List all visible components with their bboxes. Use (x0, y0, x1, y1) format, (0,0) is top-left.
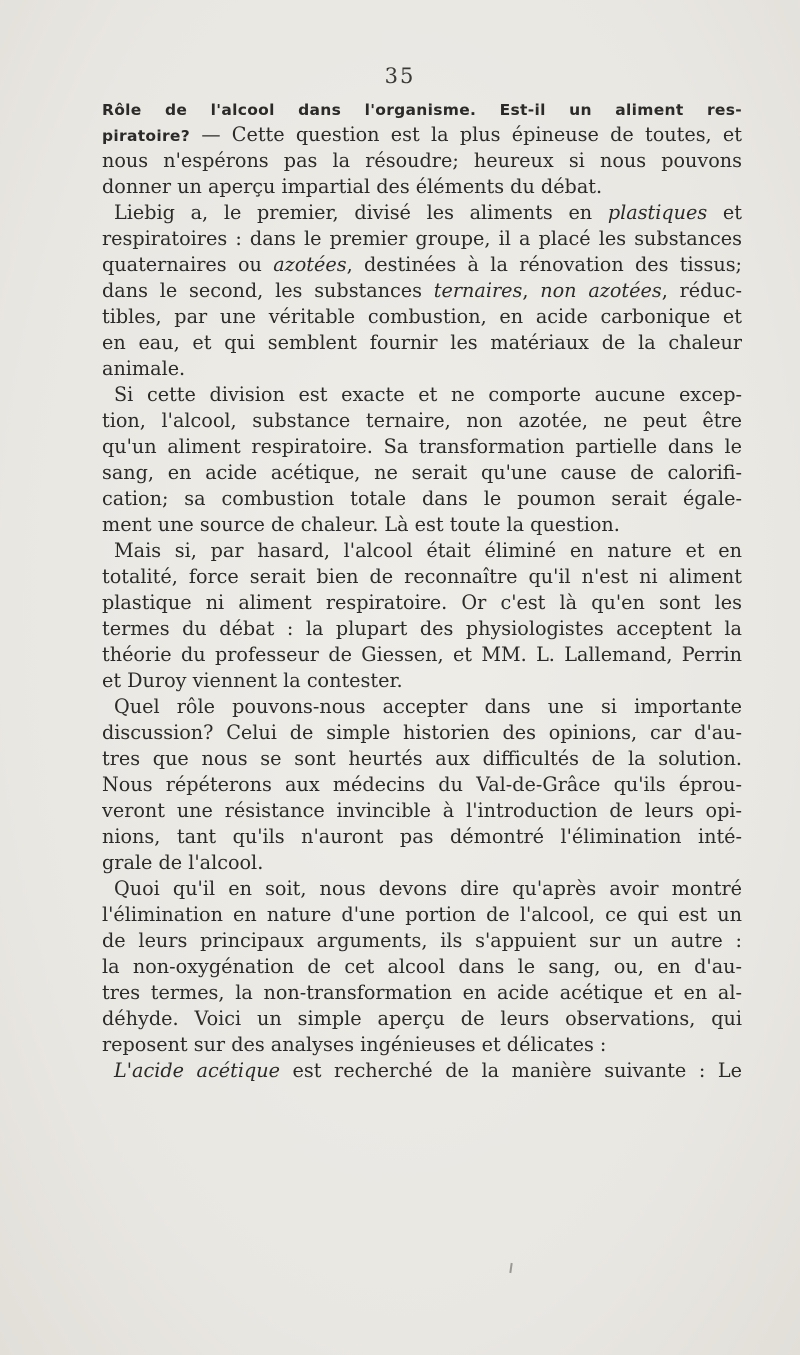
text-fragment: quaternaires ou (102, 253, 274, 276)
text-line: tres termes, la non-transformation en acide acétique et en al- (102, 981, 742, 1004)
text-line: tion, l'alcool, substance ternaire, non azotée, ne peut être (102, 409, 742, 432)
text-line: qu'un aliment respiratoire. Sa transformation partielle dans le (102, 435, 742, 458)
text-line (102, 278, 742, 304)
text-fragment: , (522, 279, 541, 302)
text-line: tres que nous se sont heurtés aux difficultés de la solution. (102, 747, 742, 770)
text-body (102, 96, 742, 1084)
text-line: tibles, par une véritable combustion, en acide carbonique et (102, 305, 742, 328)
text-line: animale. (102, 357, 186, 380)
section-heading: Rôle de l'alcool dans l'organisme. Est-il un aliment res- (102, 101, 742, 119)
text-line: ment une source de chaleur. Là est toute la question. (102, 513, 620, 536)
text-line: Nous répéterons aux médecins du Val-de-Grâce qu'ils éprou- (102, 773, 742, 796)
text-line: l'élimination en nature d'une portion de l'alcool, ce qui est un (102, 903, 742, 926)
text-fragment: , réduc- (661, 279, 742, 302)
text-line: totalité, force serait bien de reconnaître qu'il n'est ni aliment (102, 565, 742, 588)
text-line: donner un aperçu impartial des éléments du débat. (102, 175, 603, 198)
text-line: discussion? Celui de simple historien des opinions, car d'au- (102, 721, 742, 744)
text-fragment: est recherché de la manière suivante : Le (279, 1059, 742, 1082)
text-line: nous n'espérons pas la résoudre; heureux si nous pouvons (102, 149, 742, 172)
text-line (102, 200, 742, 226)
text-line (102, 252, 742, 278)
text-line: Quoi qu'il en soit, nous devons dire qu'après avoir montré (114, 877, 742, 900)
italic-term: L'acide acétique (114, 1059, 280, 1082)
text-line: Si cette division est exacte et ne comporte aucune excep- (114, 383, 742, 406)
heading-line (102, 96, 742, 122)
text-fragment: Liebig a, le premier, divisé les aliments en (114, 201, 608, 224)
page-number: 35 (384, 64, 416, 88)
text-line: reposent sur des analyses ingénieuses et délicates : (102, 1033, 607, 1056)
text-line: théorie du professeur de Giessen, et MM. L. Lallemand, Perrin (102, 643, 742, 666)
text-line: plastique ni aliment respiratoire. Or c'est là qu'en sont les (102, 591, 742, 614)
text-line: en eau, et qui semblent fournir les matériaux de la chaleur (102, 331, 742, 354)
text-line: la non-oxygénation de cet alcool dans le sang, ou, en d'au- (102, 955, 742, 978)
text-line (102, 122, 742, 148)
text-line: cation; sa combustion totale dans le poumon serait égale- (102, 487, 742, 510)
italic-term: ternaires (433, 279, 523, 302)
text-line: déhyde. Voici un simple aperçu de leurs observations, qui (102, 1007, 742, 1030)
text-line: sang, en acide acétique, ne serait qu'une cause de calorifi- (102, 461, 742, 484)
text-fragment: dans le second, les substances (102, 279, 434, 302)
text-line: de leurs principaux arguments, ils s'appuient sur un autre : (102, 929, 742, 952)
text-line: et Duroy viennent la contester. (102, 669, 403, 692)
text-line: respiratoires : dans le premier groupe, il a placé les substances (102, 227, 742, 250)
italic-term: non azotées (540, 279, 662, 302)
text-fragment: , destinées à la rénovation des tissus; (346, 253, 742, 276)
text-fragment: — Cette question est la plus épineuse de toutes, et (190, 123, 742, 146)
text-line: Mais si, par hasard, l'alcool était éliminé en nature et en (114, 539, 742, 562)
text-line: termes du débat : la plupart des physiologistes acceptent la (102, 617, 742, 640)
text-line: veront une résistance invincible à l'introduction de leurs opi- (102, 799, 742, 822)
text-line: grale de l'alcool. (102, 851, 264, 874)
section-heading-cont: piratoire? (102, 127, 191, 145)
text-line (102, 1058, 742, 1084)
text-line: nions, tant qu'ils n'auront pas démontré l'élimination inté- (102, 825, 742, 848)
italic-term: azotées (273, 253, 347, 276)
italic-term: plastiques (607, 201, 708, 224)
text-fragment: et (707, 201, 742, 224)
stray-mark (509, 1263, 512, 1273)
text-line: Quel rôle pouvons-nous accepter dans une si importante (114, 695, 742, 718)
